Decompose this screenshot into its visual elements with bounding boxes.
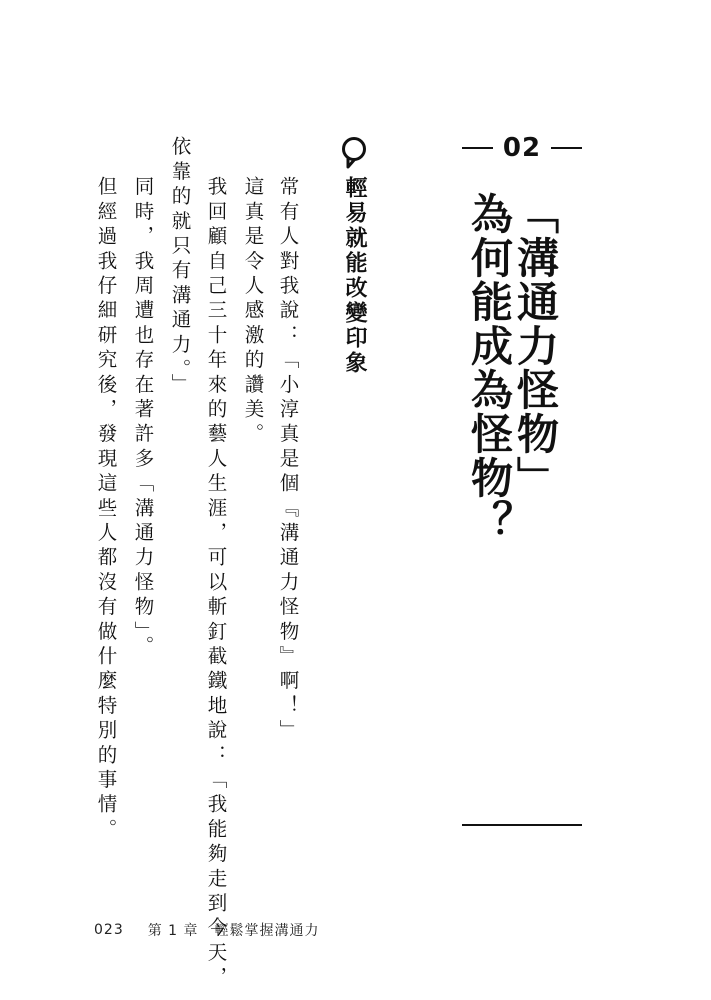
speech-bubble-icon [340, 136, 368, 170]
body-line-3: 我回顧自己三十年來的藝人生涯，可以斬釘截鐵地說：「我能夠走到今天， [204, 176, 228, 992]
footer-chapter-title: 輕鬆掌握溝通力 [214, 923, 320, 939]
body-line-1: 常有人對我說：「小淳真是個『溝通力怪物』啊！」 [276, 176, 300, 745]
chapter-rule-right [551, 147, 582, 149]
body-line-6: 但經過我仔細研究後，發現這些人都沒有做什麼特別的事情。 [94, 176, 118, 843]
title-line-1: 「溝通力怪物」 [511, 192, 560, 500]
title-bottom-rule [462, 824, 582, 826]
footer-chapter: 第 1 章 [147, 923, 199, 939]
body-line-2: 這真是令人感激的讚美。 [241, 176, 265, 448]
chapter-rule-left [462, 147, 493, 149]
page-number: 023 [94, 922, 124, 938]
title-line-2: 為何能成為怪物？ [465, 192, 514, 544]
body-line-4: 依靠的就只有溝通力。」 [168, 136, 192, 398]
chapter-number-text: 02 [502, 133, 542, 163]
chapter-number [462, 128, 582, 168]
subheading: 輕易就能改變印象 [342, 176, 367, 376]
body-line-5: 同時，我周遭也存在著許多「溝通力怪物」。 [131, 176, 155, 661]
page-footer [94, 920, 320, 940]
